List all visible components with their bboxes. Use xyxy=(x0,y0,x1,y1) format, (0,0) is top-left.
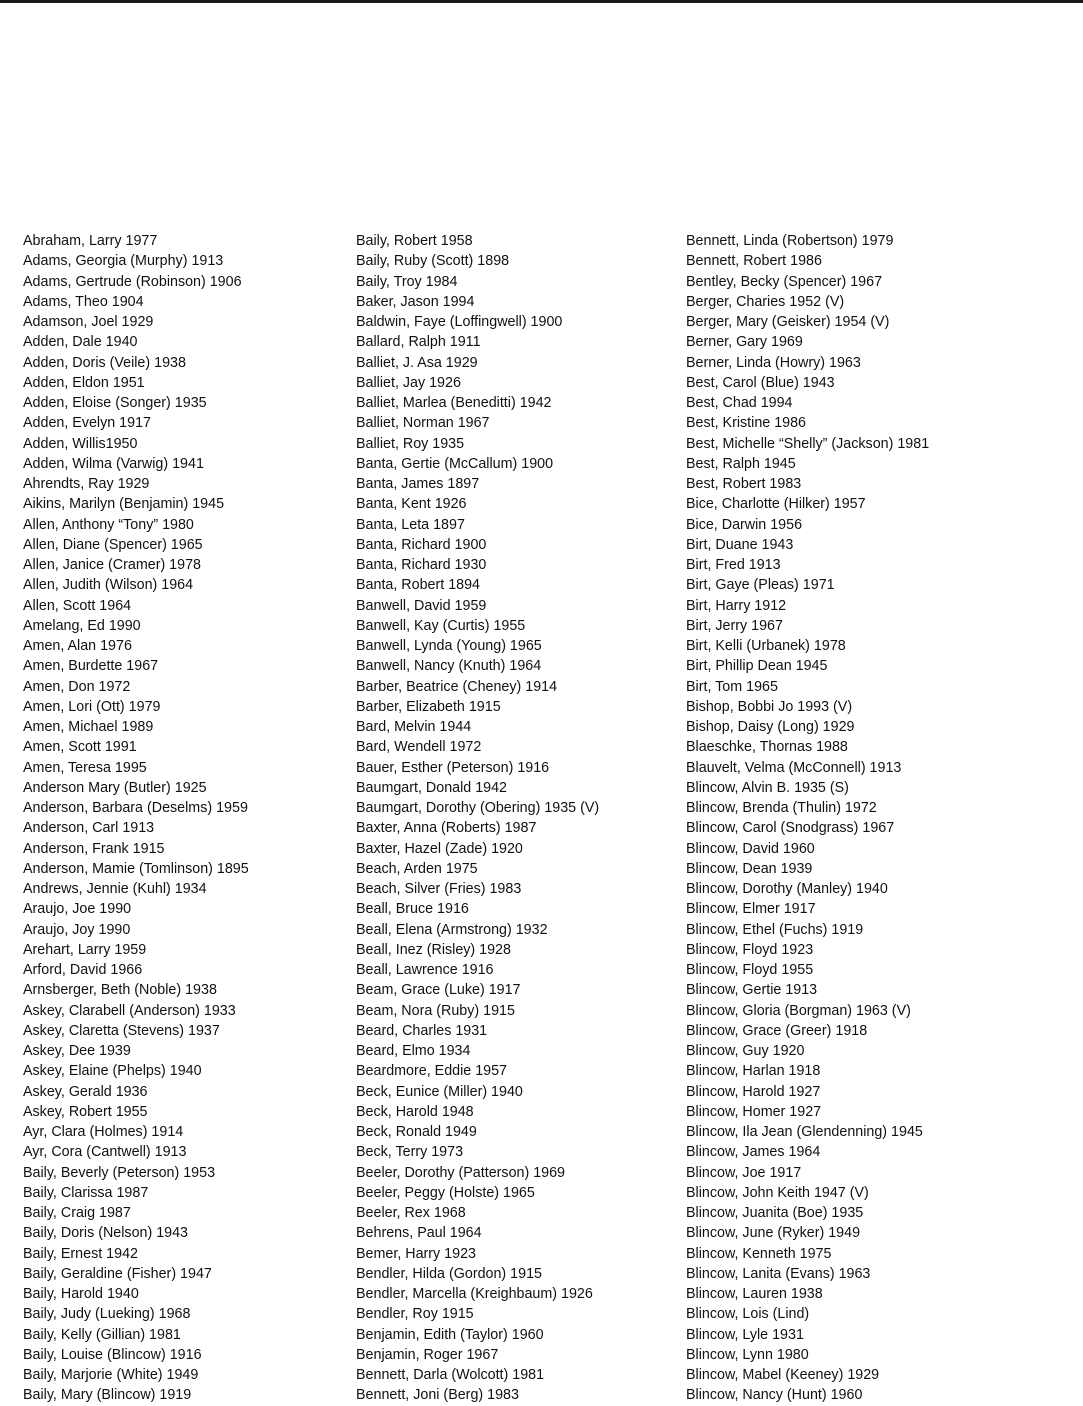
name-entry: Anderson, Barbara (Deselms) 1959 xyxy=(23,800,248,816)
name-entry: Berner, Gary 1969 xyxy=(686,334,803,351)
name-entry: Best, Ralph 1945 xyxy=(686,455,796,472)
name-entry: Adden, Eldon 1951 xyxy=(23,374,145,391)
name-entry: Adden, Evelyn 1917 xyxy=(23,415,151,432)
name-entry: Beam, Grace (Luke) 1917 xyxy=(356,982,521,999)
name-entry: Best, Robert 1983 xyxy=(686,476,802,492)
name-entry: Blincow, Ila Jean (Glendenning) 1945 xyxy=(686,1124,923,1140)
name-entry: Bauer, Esther (Peterson) 1916 xyxy=(356,759,550,776)
name-entry: Blincow, Grace (Greer) 1918 xyxy=(686,1022,868,1039)
name-entry: Banwell, Lynda (Young) 1965 xyxy=(356,638,542,654)
name-entry: Beardmore, Eddie 1957 xyxy=(356,1063,508,1080)
name-entry: Balliet, J. Asa 1929 xyxy=(356,354,478,371)
name-entry: Blincow, Juanita (Boe) 1935 xyxy=(686,1205,864,1221)
name-entry: Birt, Kelli (Urbanek) 1978 xyxy=(686,638,846,654)
top-border-line xyxy=(0,0,1083,3)
name-entry: Birt, Tom 1965 xyxy=(686,678,778,695)
name-entry: Beck, Harold 1948 xyxy=(356,1103,474,1120)
name-entry: Benjamin, Roger 1967 xyxy=(356,1346,499,1363)
name-entry: Adden, Eloise (Songer) 1935 xyxy=(23,395,207,411)
name-entry: Araujo, Joe 1990 xyxy=(23,901,132,918)
name-entry: Balliet, Jay 1926 xyxy=(356,374,461,391)
name-entry: Beck, Terry 1973 xyxy=(356,1144,464,1161)
name-entry: Amen, Teresa 1995 xyxy=(23,759,147,776)
name-entry: Banta, Gertie (McCallum) 1900 xyxy=(356,455,554,472)
name-entry: Banta, Kent 1926 xyxy=(356,496,467,513)
name-entry: Amen, Lori (Ott) 1979 xyxy=(23,698,161,715)
name-entry: Baily, Beverly (Peterson) 1953 xyxy=(23,1164,216,1181)
name-entry: Adden, Dale 1940 xyxy=(23,334,138,351)
name-entry: Best, Michelle “Shelly” (Jackson) 1981 xyxy=(686,435,930,452)
name-entry: Blincow, June (Ryker) 1949 xyxy=(686,1225,861,1242)
name-entry: Baxter, Hazel (Zade) 1920 xyxy=(356,840,523,857)
name-entry: Baily, Troy 1984 xyxy=(356,273,458,290)
name-entry: Amen, Alan 1976 xyxy=(23,638,132,654)
name-entry: Adams, Gertrude (Robinson) 1906 xyxy=(23,273,242,290)
name-entry: Baily, Robert 1958 xyxy=(356,233,473,249)
name-entry: Adams, Georgia (Murphy) 1913 xyxy=(23,253,224,270)
name-entry: Banta, James 1897 xyxy=(356,476,480,492)
name-entry: Balliet, Norman 1967 xyxy=(356,415,490,432)
name-entry: Bard, Melvin 1944 xyxy=(356,719,472,735)
name-entry: Blincow, Carol (Snodgrass) 1967 xyxy=(686,820,895,837)
name-entry: Beeler, Peggy (Holste) 1965 xyxy=(356,1184,535,1201)
name-entry: Bice, Darwin 1956 xyxy=(686,516,803,533)
name-entry: Berger, Charies 1952 (V) xyxy=(686,293,845,310)
name-entry: Blincow, Ethel (Fuchs) 1919 xyxy=(686,921,864,938)
name-entry: Bendler, Hilda (Gordon) 1915 xyxy=(356,1265,542,1282)
name-entry: Blincow, Alvin B. 1935 (S) xyxy=(686,779,849,796)
name-entry: Best, Kristine 1986 xyxy=(686,415,807,432)
name-entry: Bennett, Darla (Wolcott) 1981 xyxy=(356,1367,545,1383)
name-entry: Anderson Mary (Butler) 1925 xyxy=(23,779,207,796)
name-entry: Askey, Dee 1939 xyxy=(23,1043,131,1059)
name-entry: Baldwin, Faye (Loffingwell) 1900 xyxy=(356,314,563,330)
name-entry: Beach, Arden 1975 xyxy=(356,860,478,877)
name-entry: Bennett, Linda (Robertson) 1979 xyxy=(686,233,894,249)
name-entry: Blincow, Guy 1920 xyxy=(686,1043,805,1059)
name-entry: Blincow, David 1960 xyxy=(686,840,815,857)
name-entry: Banwell, Nancy (Knuth) 1964 xyxy=(356,658,542,675)
name-entry: Banwell, Kay (Curtis) 1955 xyxy=(356,617,526,634)
name-entry: Baily, Harold 1940 xyxy=(23,1286,139,1302)
name-entry: Blincow, Brenda (Thulin) 1972 xyxy=(686,800,877,816)
name-column-1 xyxy=(23,231,343,1406)
name-entry: Bendler, Roy 1915 xyxy=(356,1306,474,1323)
name-entry: Askey, Elaine (Phelps) 1940 xyxy=(23,1063,202,1080)
name-entry: Barber, Beatrice (Cheney) 1914 xyxy=(356,678,558,695)
name-entry: Baily, Doris (Nelson) 1943 xyxy=(23,1225,189,1242)
name-entry: Banta, Leta 1897 xyxy=(356,516,465,533)
name-entry: Askey, Gerald 1936 xyxy=(23,1083,148,1100)
name-entry: Berner, Linda (Howry) 1963 xyxy=(686,354,861,371)
name-entry: Blincow, Lyle 1931 xyxy=(686,1326,804,1343)
name-entry: Bentley, Becky (Spencer) 1967 xyxy=(686,273,883,290)
name-entry: Allen, Diane (Spencer) 1965 xyxy=(23,536,203,553)
name-entry: Banta, Richard 1900 xyxy=(356,536,487,553)
name-entry: Blincow, Floyd 1923 xyxy=(686,941,814,958)
name-entry: Birt, Duane 1943 xyxy=(686,536,794,553)
name-entry: Askey, Clarabell (Anderson) 1933 xyxy=(23,1002,236,1019)
name-entry: Bendler, Marcella (Kreighbaum) 1926 xyxy=(356,1286,593,1302)
name-entry: Adams, Theo 1904 xyxy=(23,293,144,310)
name-entry: Baily, Mary (Blincow) 1919 xyxy=(23,1387,192,1404)
name-entry: Baily, Craig 1987 xyxy=(23,1205,131,1221)
name-entry: Blincow, James 1964 xyxy=(686,1144,821,1161)
name-entry: Baily, Judy (Lueking) 1968 xyxy=(23,1306,191,1323)
name-entry: Bishop, Daisy (Long) 1929 xyxy=(686,719,855,735)
name-entry: Blincow, Dorothy (Manley) 1940 xyxy=(686,881,888,897)
name-entry: Baily, Clarissa 1987 xyxy=(23,1184,149,1201)
name-entry: Anderson, Frank 1915 xyxy=(23,840,165,857)
name-entry: Allen, Janice (Cramer) 1978 xyxy=(23,557,201,573)
name-entry: Bice, Charlotte (Hilker) 1957 xyxy=(686,496,866,513)
name-entry: Adden, Willis1950 xyxy=(23,435,138,452)
name-entry: Ayr, Cora (Cantwell) 1913 xyxy=(23,1144,187,1161)
name-entry: Beck, Eunice (Miller) 1940 xyxy=(356,1083,523,1100)
name-entry: Baily, Ernest 1942 xyxy=(23,1245,138,1262)
name-entry: Birt, Phillip Dean 1945 xyxy=(686,658,828,675)
name-entry: Amelang, Ed 1990 xyxy=(23,617,141,634)
name-entry: Baxter, Anna (Roberts) 1987 xyxy=(356,820,537,837)
name-entry: Bishop, Bobbi Jo 1993 (V) xyxy=(686,698,853,715)
name-entry: Amen, Don 1972 xyxy=(23,678,131,695)
name-entry: Blincow, Homer 1927 xyxy=(686,1103,822,1120)
name-column-2 xyxy=(356,231,676,1406)
name-entry: Beeler, Dorothy (Patterson) 1969 xyxy=(356,1164,566,1181)
name-column-3 xyxy=(686,231,1076,1406)
name-entry: Beall, Elena (Armstrong) 1932 xyxy=(356,921,548,938)
name-entry: Blincow, Harold 1927 xyxy=(686,1083,821,1100)
name-entry: Best, Carol (Blue) 1943 xyxy=(686,374,835,391)
name-entry: Amen, Michael 1989 xyxy=(23,719,154,735)
name-entry: Ahrendts, Ray 1929 xyxy=(23,476,150,492)
name-entry: Baily, Louise (Blincow) 1916 xyxy=(23,1346,202,1363)
name-entry: Blincow, Lois (Lind) xyxy=(686,1306,810,1323)
name-entry: Banwell, David 1959 xyxy=(356,597,487,614)
name-entry: Beard, Elmo 1934 xyxy=(356,1043,471,1059)
name-entry: Baumgart, Donald 1942 xyxy=(356,779,508,796)
name-entry: Blincow, Lynn 1980 xyxy=(686,1346,809,1363)
name-entry: Bard, Wendell 1972 xyxy=(356,739,482,756)
name-entry: Beard, Charles 1931 xyxy=(356,1022,488,1039)
name-entry: Birt, Harry 1912 xyxy=(686,597,787,614)
name-entry: Andrews, Jennie (Kuhl) 1934 xyxy=(23,881,207,897)
name-entry: Adamson, Joel 1929 xyxy=(23,314,154,330)
name-entry: Blincow, Lauren 1938 xyxy=(686,1286,823,1302)
name-entry: Adden, Doris (Veile) 1938 xyxy=(23,354,186,371)
name-entry: Amen, Scott 1991 xyxy=(23,739,137,756)
name-entry: Baumgart, Dorothy (Obering) 1935 (V) xyxy=(356,800,600,816)
name-entry: Allen, Judith (Wilson) 1964 xyxy=(23,577,194,594)
name-entry: Bennett, Robert 1986 xyxy=(686,253,822,270)
name-entry: Arford, David 1966 xyxy=(23,962,143,978)
name-entry: Allen, Anthony “Tony” 1980 xyxy=(23,516,194,533)
name-entry: Blincow, Lanita (Evans) 1963 xyxy=(686,1265,871,1282)
name-entry: Anderson, Mamie (Tomlinson) 1895 xyxy=(23,860,249,877)
name-entry: Aikins, Marilyn (Benjamin) 1945 xyxy=(23,496,225,513)
name-entry: Barber, Elizabeth 1915 xyxy=(356,698,501,715)
name-entry: Baily, Geraldine (Fisher) 1947 xyxy=(23,1265,212,1282)
name-entry: Abraham, Larry 1977 xyxy=(23,233,158,249)
name-entry: Beach, Silver (Fries) 1983 xyxy=(356,881,522,897)
name-entry: Ballard, Ralph 1911 xyxy=(356,334,481,351)
name-entry: Blauvelt, Velma (McConnell) 1913 xyxy=(686,759,902,776)
name-entry: Araujo, Joy 1990 xyxy=(23,921,131,938)
name-entry: Benjamin, Edith (Taylor) 1960 xyxy=(356,1326,544,1343)
name-entry: Birt, Jerry 1967 xyxy=(686,617,783,634)
name-entry: Birt, Gaye (Pleas) 1971 xyxy=(686,577,835,594)
name-entry: Blaeschke, Thornas 1988 xyxy=(686,739,848,756)
name-entry: Blincow, Gertie 1913 xyxy=(686,982,818,999)
name-entry: Banta, Robert 1894 xyxy=(356,577,480,594)
name-entry: Blincow, Mabel (Keeney) 1929 xyxy=(686,1367,880,1383)
name-entry: Blincow, Floyd 1955 xyxy=(686,962,814,978)
name-entry: Blincow, Nancy (Hunt) 1960 xyxy=(686,1387,863,1404)
name-entry: Allen, Scott 1964 xyxy=(23,597,132,614)
name-entry: Blincow, Elmer 1917 xyxy=(686,901,816,918)
name-entry: Baily, Marjorie (White) 1949 xyxy=(23,1367,199,1383)
name-entry: Blincow, Joe 1917 xyxy=(686,1164,802,1181)
name-entry: Baily, Ruby (Scott) 1898 xyxy=(356,253,510,270)
name-entry: Balliet, Roy 1935 xyxy=(356,435,465,452)
name-entry: Blincow, John Keith 1947 (V) xyxy=(686,1184,869,1201)
name-entry: Baker, Jason 1994 xyxy=(356,293,475,310)
name-entry: Adden, Wilma (Varwig) 1941 xyxy=(23,455,204,472)
name-entry: Ayr, Clara (Holmes) 1914 xyxy=(23,1124,184,1140)
name-entry: Beck, Ronald 1949 xyxy=(356,1124,477,1140)
name-entry: Arnsberger, Beth (Noble) 1938 xyxy=(23,982,217,999)
name-entry: Blincow, Kenneth 1975 xyxy=(686,1245,832,1262)
name-entry: Beam, Nora (Ruby) 1915 xyxy=(356,1002,515,1019)
name-entry: Blincow, Harlan 1918 xyxy=(686,1063,821,1080)
name-entry: Bemer, Harry 1923 xyxy=(356,1245,476,1262)
name-entry: Baily, Kelly (Gillian) 1981 xyxy=(23,1326,181,1343)
name-entry: Askey, Robert 1955 xyxy=(23,1103,148,1120)
name-entry: Beeler, Rex 1968 xyxy=(356,1205,466,1221)
name-entry: Askey, Claretta (Stevens) 1937 xyxy=(23,1022,220,1039)
name-entry: Balliet, Marlea (Beneditti) 1942 xyxy=(356,395,552,411)
name-entry: Anderson, Carl 1913 xyxy=(23,820,155,837)
name-entry: Blincow, Gloria (Borgman) 1963 (V) xyxy=(686,1002,911,1019)
name-entry: Amen, Burdette 1967 xyxy=(23,658,159,675)
name-entry: Blincow, Dean 1939 xyxy=(686,860,813,877)
name-entry: Arehart, Larry 1959 xyxy=(23,941,147,958)
name-entry: Best, Chad 1994 xyxy=(686,395,793,411)
name-entry: Beall, Lawrence 1916 xyxy=(356,962,494,978)
name-entry: Berger, Mary (Geisker) 1954 (V) xyxy=(686,314,890,330)
name-entry: Beall, Bruce 1916 xyxy=(356,901,469,918)
name-entry: Birt, Fred 1913 xyxy=(686,557,781,573)
name-entry: Beall, Inez (Risley) 1928 xyxy=(356,941,511,958)
name-entry: Bennett, Joni (Berg) 1983 xyxy=(356,1387,519,1404)
name-entry: Behrens, Paul 1964 xyxy=(356,1225,482,1242)
name-entry: Banta, Richard 1930 xyxy=(356,557,487,573)
